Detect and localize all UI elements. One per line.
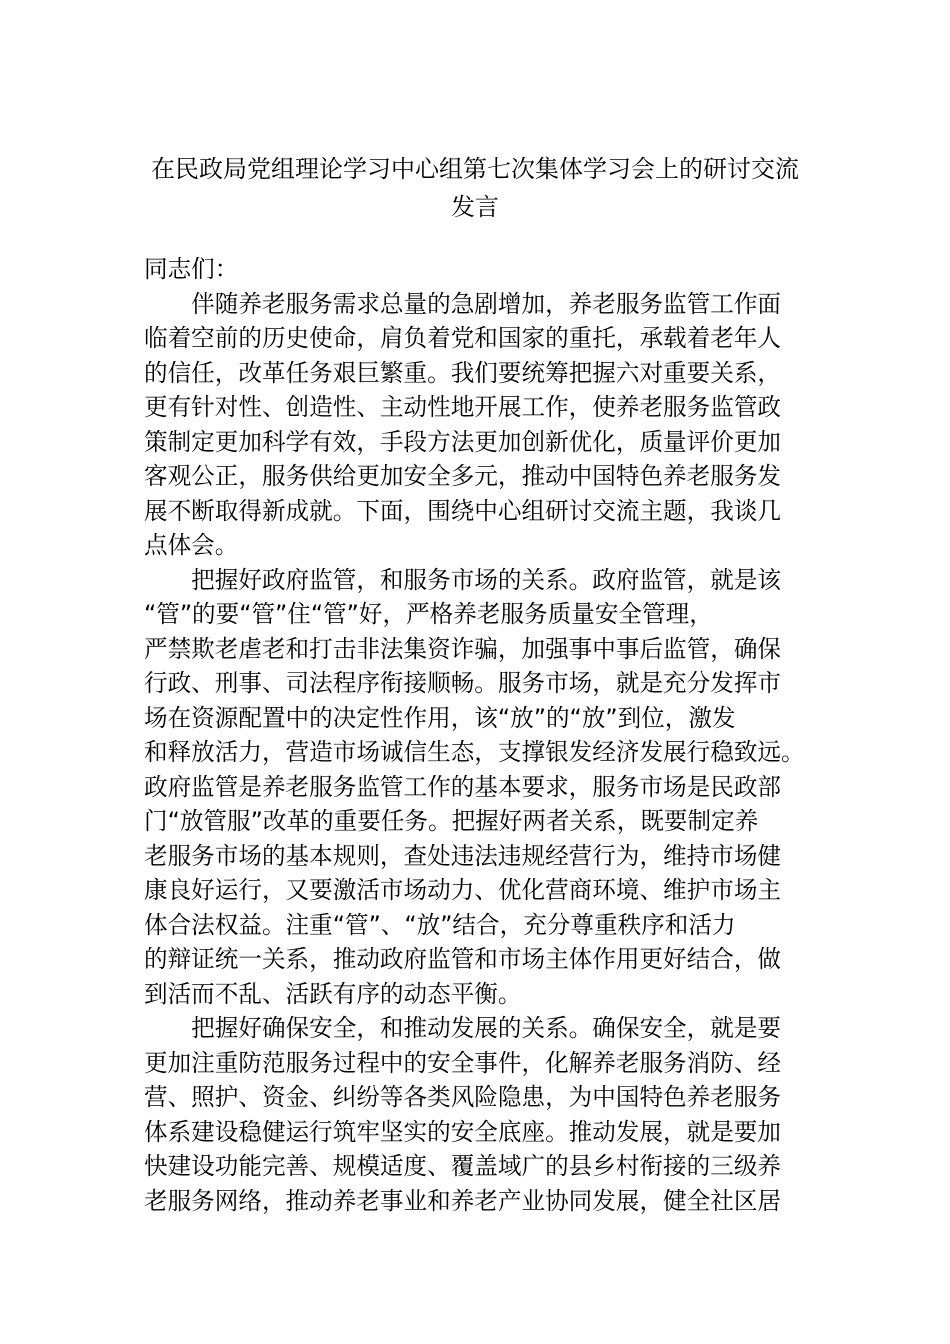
body-line: 快建设功能完善、规模适度、覆盖域广的县乡村衔接的三级养: [144, 1152, 782, 1180]
body-line: 把握好确保安全，和推动发展的关系。确保安全，就是要: [144, 1014, 782, 1042]
body-line: 政府监管是养老服务监管工作的基本要求，服务市场是民政部: [144, 772, 782, 801]
body-line: 把握好政府监管，和服务市场的关系。政府监管，就是该: [144, 565, 782, 594]
body-line: 更加注重防范服务过程中的安全事件，化解养老服务消防、经: [144, 1048, 782, 1077]
salutation: 同志们：: [144, 255, 239, 283]
body-line: 的信任，改革任务艰巨繁重。我们要统筹把握六对重要关系，: [144, 358, 782, 387]
body-line: 策制定更加科学有效，手段方法更加创新优化，质量评价更加: [144, 427, 782, 456]
body-line: 展不断取得新成就。下面，围绕中心组研讨交流主题，我谈几: [144, 496, 782, 525]
body-line: “管”的要“管”住“管”好，严格养老服务质量安全管理，: [144, 600, 713, 628]
body-line: 严禁欺老虐老和打击非法集资诈骗，加强事中事后监管，确保: [144, 634, 782, 663]
body-line: 点体会。: [144, 531, 239, 559]
body-line: 更有针对性、创造性、主动性地开展工作，使养老服务监管政: [144, 393, 782, 421]
body-line: 的辩证统一关系，推动政府监管和市场主体作用更好结合，做: [144, 945, 782, 973]
body-line: 门“放管服”改革的重要任务。把握好两者关系，既要制定养: [144, 807, 759, 835]
body-line: 到活而不乱、活跃有序的动态平衡。: [144, 979, 522, 1008]
body-line: 体系建设稳健运行筑牢坚实的安全底座。推动发展，就是要加: [144, 1117, 782, 1146]
body-line: 伴随养老服务需求总量的急剧增加，养老服务监管工作面: [144, 289, 782, 318]
body-line: 和释放活力，营造市场诚信生态，支撑银发经济发展行稳致远。: [144, 738, 805, 766]
body-line: 体合法权益。注重“管”、“放”结合，充分尊重秩序和活力: [144, 910, 736, 939]
body-line: 康良好运行，又要激活市场动力、优化营商环境、维护市场主: [144, 876, 782, 904]
body-line: 行政、刑事、司法程序衔接顺畅。服务市场，就是充分发挥市: [144, 669, 782, 697]
title-line: 在民政局党组理论学习中心组第七次集体学习会上的研讨交流: [151, 155, 799, 183]
title-line: 发言: [451, 193, 499, 221]
body-line: 客观公正，服务供给更加安全多元，推动中国特色养老服务发: [144, 462, 782, 490]
document-title: [100, 150, 850, 226]
document-body: [144, 252, 824, 1218]
body-line: 老服务市场的基本规则，查处违法违规经营行为，维持市场健: [144, 841, 782, 870]
body-line: 营、照护、资金、纠纷等各类风险隐患，为中国特色养老服务: [144, 1083, 782, 1111]
body-line: 老服务网络，推动养老事业和养老产业协同发展，健全社区居: [144, 1186, 782, 1215]
body-line: 场在资源配置中的决定性作用，该“放”的“放”到位，激发: [144, 703, 736, 732]
body-line: 临着空前的历史使命，肩负着党和国家的重托，承载着老年人: [144, 324, 782, 352]
